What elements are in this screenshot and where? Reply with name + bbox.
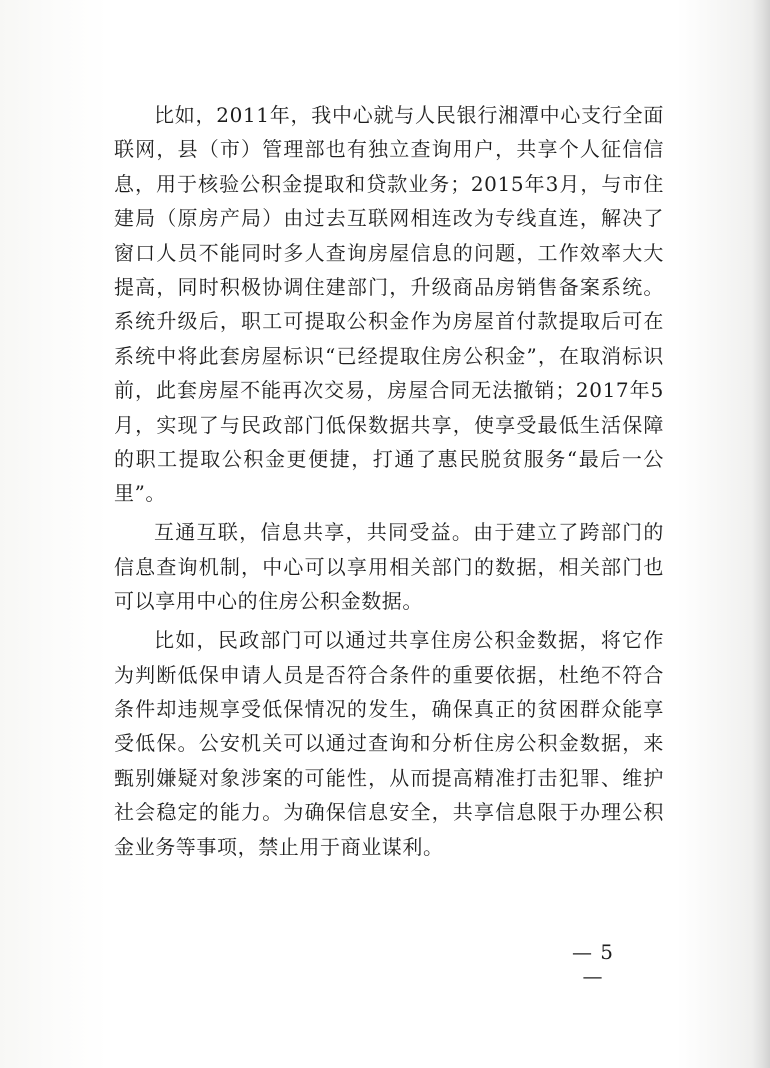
paragraph: 比如，2011年，我中心就与人民银行湘潭中心支行全面联网，县（市）管理部也有独立查询用户，共享个人征信信息，用于核验公积金提取和贷款业务；2015年3月，与市住建局（原房产局）由过去互联网相连改为专线直连，解决了窗口人员不能同时多人查询房屋信息的问题，工作效率大大提高，同时积极协调住建部门，升级商品房销售备案系统。系统升级后，职工可提取公积金作为房屋首付款提取后可在系统中将此套房屋标识“已经提取住房公积金”，在取消标识前，此套房屋不能再次交易，房屋合同无法撤销；2017年5月，实现了与民政部门低保数据共享，使享受最低生活保障的职工提取公积金更便捷，打通了惠民脱贫服务“最后一公里”。 [114,103,664,506]
page-number: — 5 — [571,940,615,988]
page-edge-shadow [752,0,770,1068]
paragraph: 互通互联，信息共享，共同受益。由于建立了跨部门的信息查询机制，中心可以享用相关部门的数据，相关部门也可以享用中心的住房公积金数据。 [114,520,664,614]
body-text [114,98,664,868]
paragraph: 比如，民政部门可以通过共享住房公积金数据，将它作为判断低保申请人员是否符合条件的重要依据，杜绝不符合条件却违规享受低保情况的发生，确保真正的贫困群众能享受低保。公安机关可以通过查询和分析住房公积金数据，来甄别嫌疑对象涉案的可能性，从而提高精准打击犯罪、维护社会稳定的能力。为确保信息安全，共享信息限于办理公积金业务等事项，禁止用于商业谋利。 [114,628,664,859]
